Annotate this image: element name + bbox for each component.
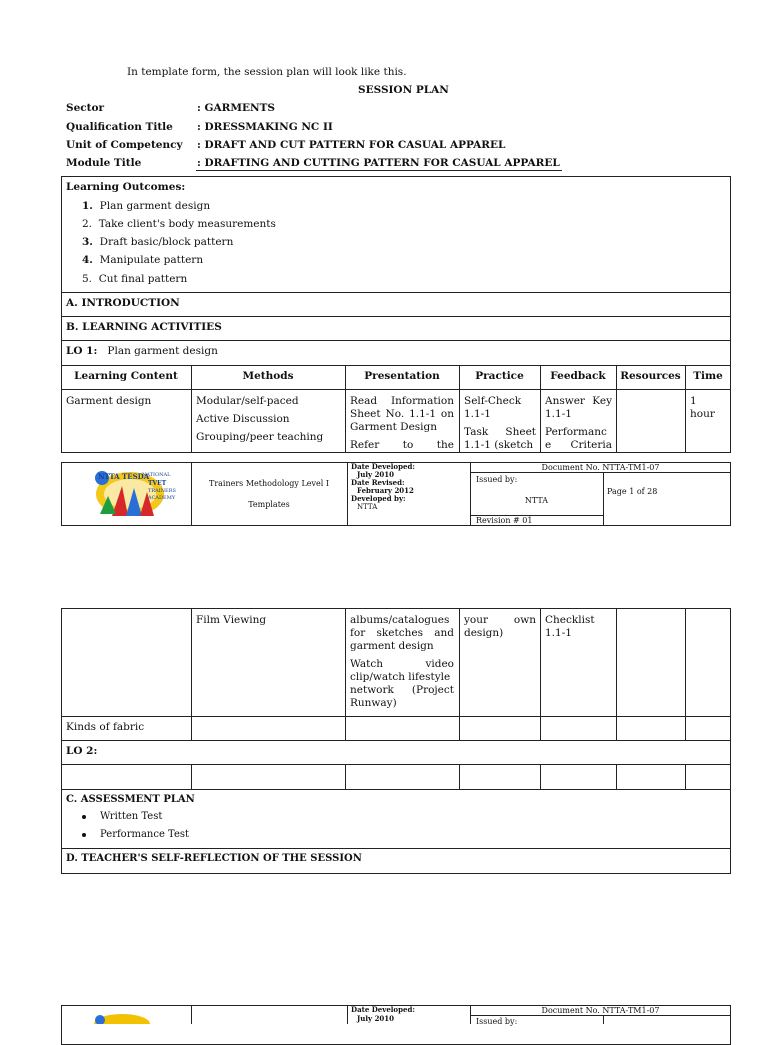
cell-practice: Self-Check 1.1-1 Task Sheet 1.1-1 (sketch bbox=[464, 395, 536, 451]
outcomes-title: Learning Outcomes: bbox=[66, 181, 186, 193]
col-header-methods: Methods bbox=[242, 370, 294, 382]
list-item: 2. Take client's body measurements bbox=[82, 218, 276, 230]
section-d-heading: D. TEACHER'S SELF-REFLECTION OF THE SESSION bbox=[66, 853, 362, 864]
meta-value: : DRAFT AND CUT PATTERN FOR CASUAL APPAREL bbox=[197, 139, 506, 151]
lo2-empty-row bbox=[61, 764, 731, 790]
cell-learning-content: Kinds of fabric bbox=[66, 721, 145, 733]
document-number: Document No. NTTA-TM1-07 bbox=[541, 463, 660, 472]
footer-dates: Date Developed: July 2010 Date Revised: February 2012 Developed by: NTTA bbox=[351, 462, 415, 511]
meta-value: : DRAFTING AND CUTTING PATTERN FOR CASUAL APPAREL bbox=[197, 157, 560, 169]
col-header-time: Time bbox=[693, 370, 723, 382]
list-item: Written Test bbox=[82, 811, 162, 822]
cell-feedback: Answer Key 1.1-1 Performanc e Criteria bbox=[545, 395, 612, 451]
cell-methods: Modular/self-paced Active Discussion Grouping/peer teaching bbox=[196, 395, 324, 443]
issued-by-label-2: Issued by: bbox=[476, 1017, 518, 1026]
list-item: 3. Draft basic/block pattern bbox=[82, 236, 234, 248]
meta-underline bbox=[196, 170, 562, 171]
document-number-2: Document No. NTTA-TM1-07 bbox=[541, 1006, 660, 1015]
footer-title: Trainers Methodology Level I bbox=[208, 479, 329, 488]
meta-label: Unit of Competency bbox=[66, 139, 183, 151]
ntta-logo: NTTA TESDA NATIONAL TVET TRAINERS ACADEMY bbox=[92, 466, 182, 522]
cell-presentation: Read Information Sheet No. 1.1-1 on Garment Design Refer to the bbox=[350, 395, 454, 451]
meta-label: Sector bbox=[66, 102, 105, 114]
footer-date-label: Date Developed: bbox=[351, 1005, 415, 1014]
list-item: Performance Test bbox=[82, 829, 189, 840]
cell-presentation: albums/catalogues for sketches and garment design Watch video clip/watch lifestyle network (Project Runway) bbox=[350, 614, 454, 709]
lo1-row: LO 1: Plan garment design bbox=[66, 345, 218, 357]
page-title: SESSION PLAN bbox=[358, 84, 449, 96]
cell-learning-content: Garment design bbox=[66, 395, 152, 407]
issued-by: NTTA bbox=[524, 496, 549, 505]
col-header-learning-content: Learning Content bbox=[74, 370, 178, 382]
list-item: 5. Cut final pattern bbox=[82, 273, 188, 285]
cell-practice: your own design) bbox=[464, 614, 536, 639]
section-c-heading: C. ASSESSMENT PLAN bbox=[66, 794, 195, 805]
cell-feedback: Checklist 1.1-1 bbox=[545, 614, 595, 639]
revision-number: Revision # 01 bbox=[476, 516, 533, 525]
section-b-heading: B. LEARNING ACTIVITIES bbox=[66, 321, 222, 333]
cell-time: 1 hour bbox=[690, 395, 715, 420]
col-header-presentation: Presentation bbox=[364, 370, 440, 382]
meta-value: : GARMENTS bbox=[197, 102, 275, 114]
cell-methods: Film Viewing bbox=[196, 614, 267, 626]
col-header-practice: Practice bbox=[475, 370, 524, 382]
col-header-feedback: Feedback bbox=[550, 370, 606, 382]
footer-date: July 2010 bbox=[357, 1014, 395, 1023]
col-header-resources: Resources bbox=[620, 370, 681, 382]
section-a-heading: A. INTRODUCTION bbox=[66, 297, 180, 309]
list-item: 4. Manipulate pattern bbox=[82, 254, 204, 266]
issued-by-label: Issued by: bbox=[476, 475, 518, 484]
meta-label: Qualification Title bbox=[66, 121, 173, 133]
list-item: 1. Plan garment design bbox=[82, 200, 211, 212]
logo-text: NTTA TESDA bbox=[98, 472, 150, 481]
footer-subtitle: Templates bbox=[248, 500, 290, 509]
intro-line: In template form, the session plan will look like this. bbox=[127, 66, 407, 78]
page-number: Page 1 of 28 bbox=[607, 487, 658, 496]
meta-value: : DRESSMAKING NC II bbox=[197, 121, 333, 133]
ntta-logo-2 bbox=[92, 1010, 152, 1024]
meta-label: Module Title bbox=[66, 157, 142, 169]
lo2-label: LO 2: bbox=[66, 745, 98, 757]
